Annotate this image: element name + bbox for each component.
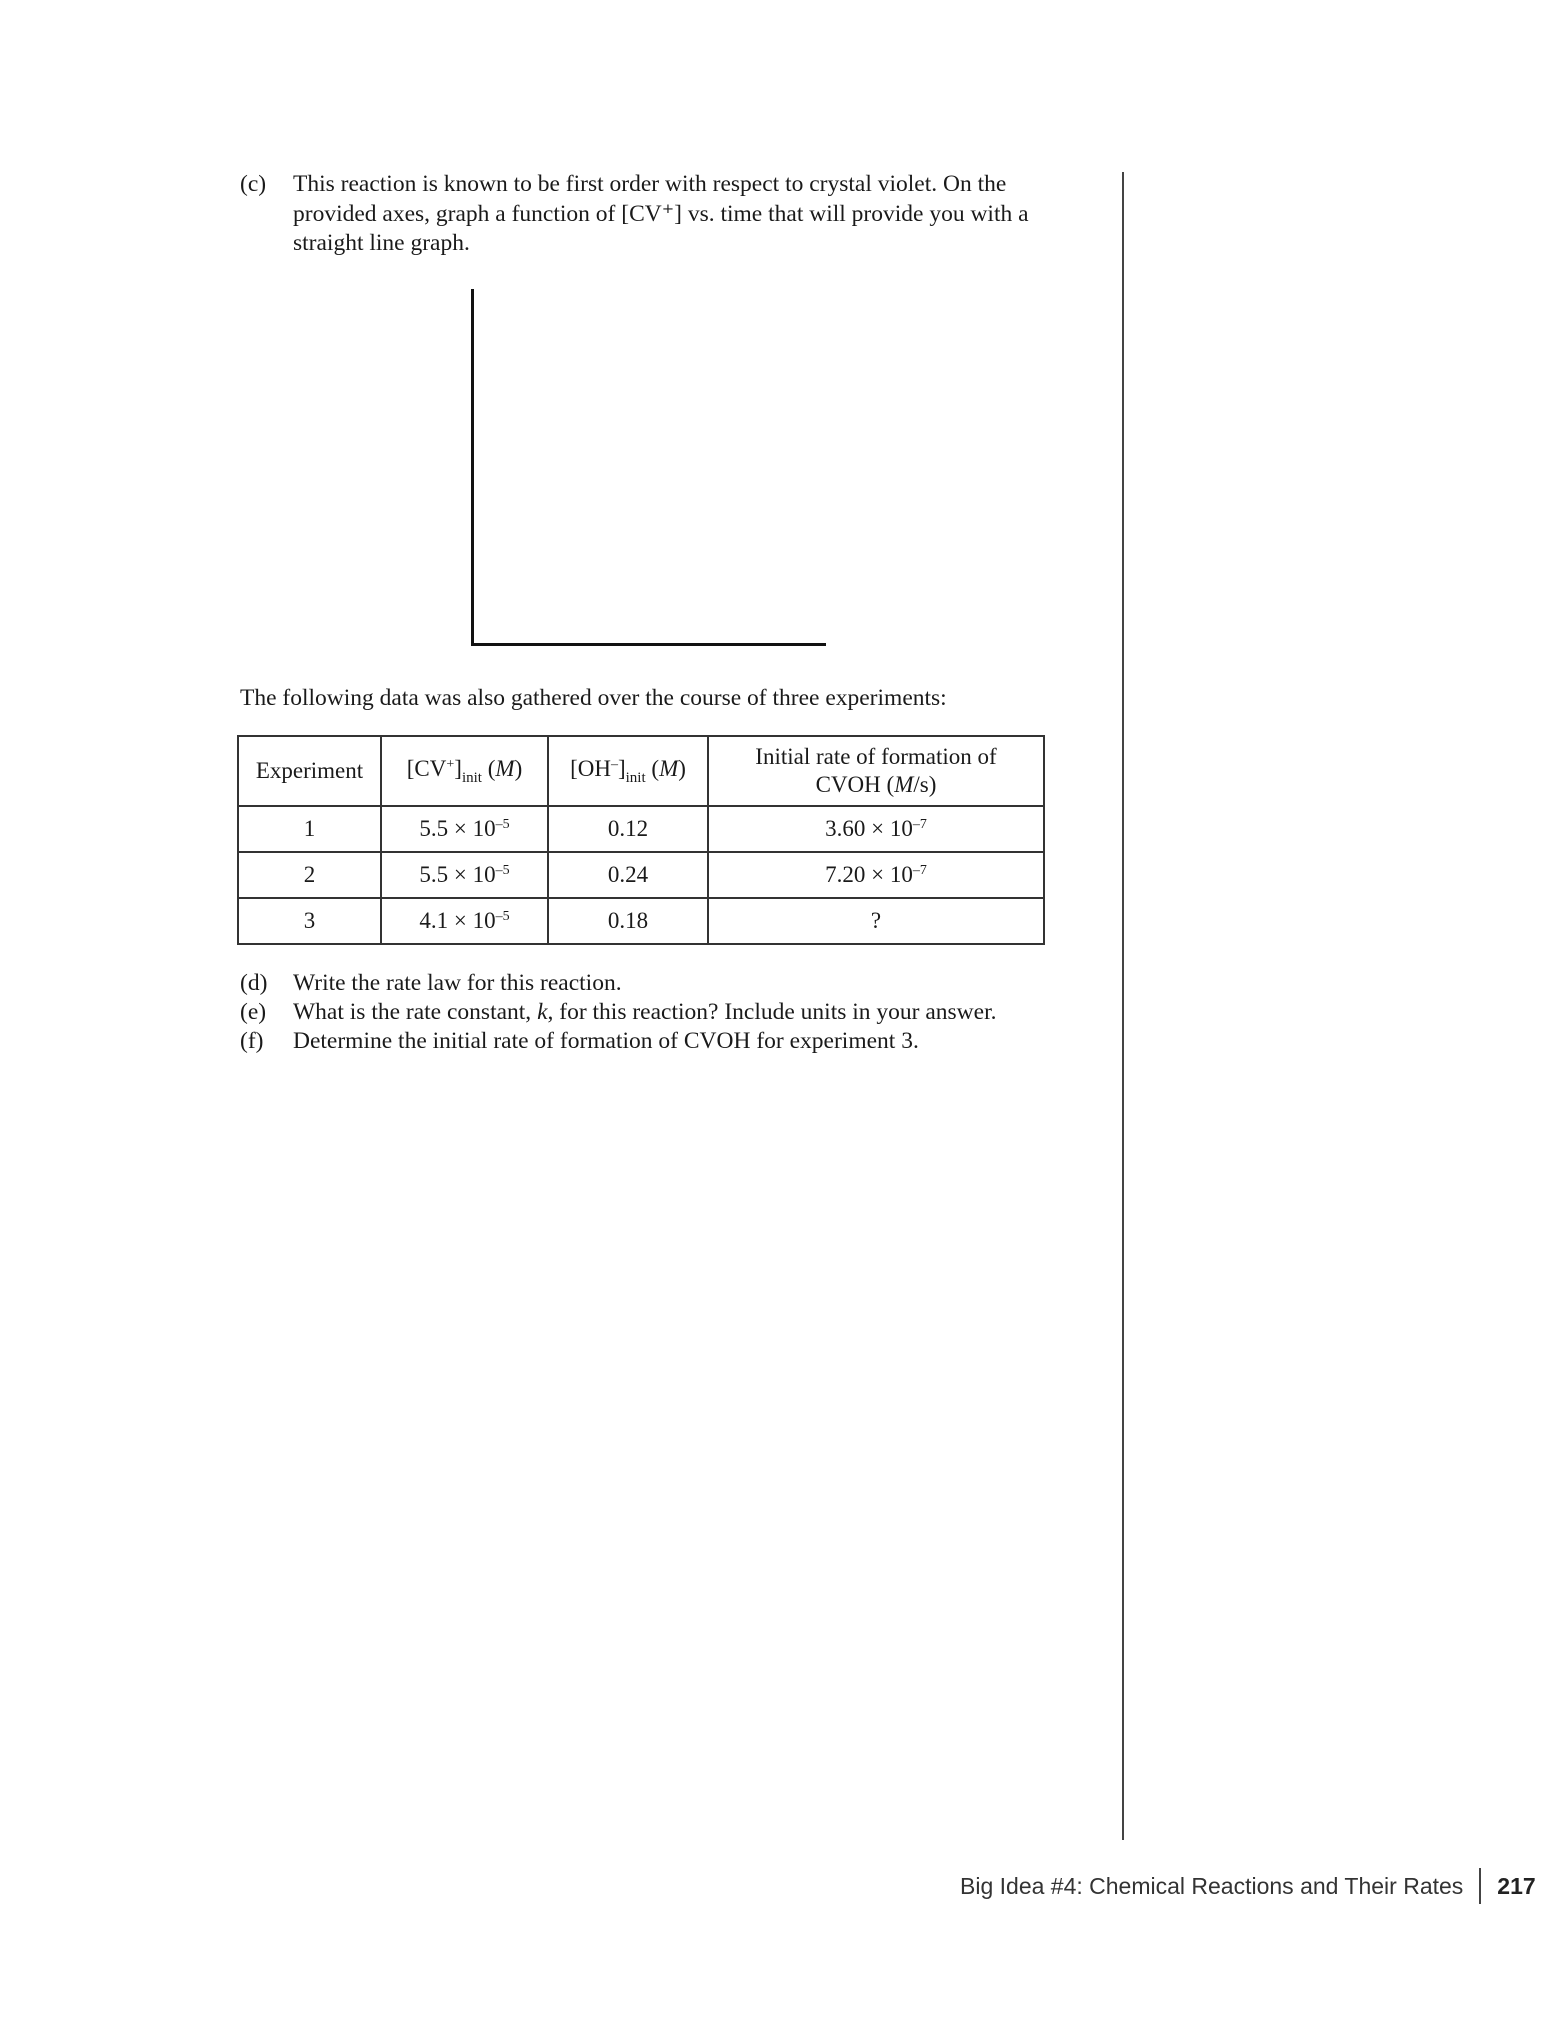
page-footer: [960, 1868, 1536, 1904]
footer-divider: [1479, 1868, 1481, 1904]
cell-rate: $7.20 \times 10^{-7}$: [708, 852, 1044, 898]
table-row: [238, 806, 1044, 852]
table-row: [238, 898, 1044, 944]
question-d-text: Write the rate law for this reaction.: [293, 970, 622, 996]
cell-experiment: 2: [238, 852, 381, 898]
question-d-label: (d): [240, 970, 268, 996]
question-e-label: (e): [240, 999, 267, 1025]
footer-chapter-title: Big Idea #4: Chemical Reactions and Their Rates: [960, 1872, 1464, 1899]
header-initial-rate: Initial rate of formation of CVOH (M/s): [708, 736, 1044, 806]
table-header-row: [238, 736, 1044, 806]
header-cv-init: $[CV^+]_{init}$ (M): [381, 736, 548, 806]
question-c: [240, 170, 1080, 260]
data-intro-text: The following data was also gathered over the course of three experiments:: [240, 685, 947, 711]
question-e-text: What is the rate constant, k, for this reaction? Include units in your answer.: [293, 999, 997, 1025]
experiment-data-table: [237, 735, 1045, 945]
cell-oh-init: 0.12: [548, 806, 708, 852]
question-f: [240, 1027, 1080, 1057]
question-f-label: (f): [240, 1028, 264, 1054]
cell-oh-init: 0.18: [548, 898, 708, 944]
question-c-text: This reaction is known to be first order with respect to crystal violet. On the provided axes, graph a function of [CV⁺] vs. time that will provide you with a straight line graph.: [293, 171, 1029, 256]
table-row: [238, 852, 1044, 898]
question-d: [240, 969, 1080, 999]
page-number: 217: [1497, 1872, 1536, 1899]
cell-cv-init: $5.5 \times 10^{-5}$: [381, 852, 548, 898]
question-e: [240, 998, 1080, 1028]
header-experiment: Experiment: [238, 736, 381, 806]
margin-rule: [1122, 172, 1124, 1840]
blank-graph-axes: [471, 289, 826, 646]
cell-experiment: 3: [238, 898, 381, 944]
question-f-text: Determine the initial rate of formation of CVOH for experiment 3.: [293, 1028, 919, 1054]
cell-cv-init: $4.1 \times 10^{-5}$: [381, 898, 548, 944]
cell-rate: ?: [708, 898, 1044, 944]
cell-cv-init: $5.5 \times 10^{-5}$: [381, 806, 548, 852]
cell-rate: $3.60 \times 10^{-7}$: [708, 806, 1044, 852]
cell-oh-init: 0.24: [548, 852, 708, 898]
cell-experiment: 1: [238, 806, 381, 852]
header-oh-init: $[OH^-]_{init}$ (M): [548, 736, 708, 806]
question-c-label: (c): [240, 171, 267, 197]
